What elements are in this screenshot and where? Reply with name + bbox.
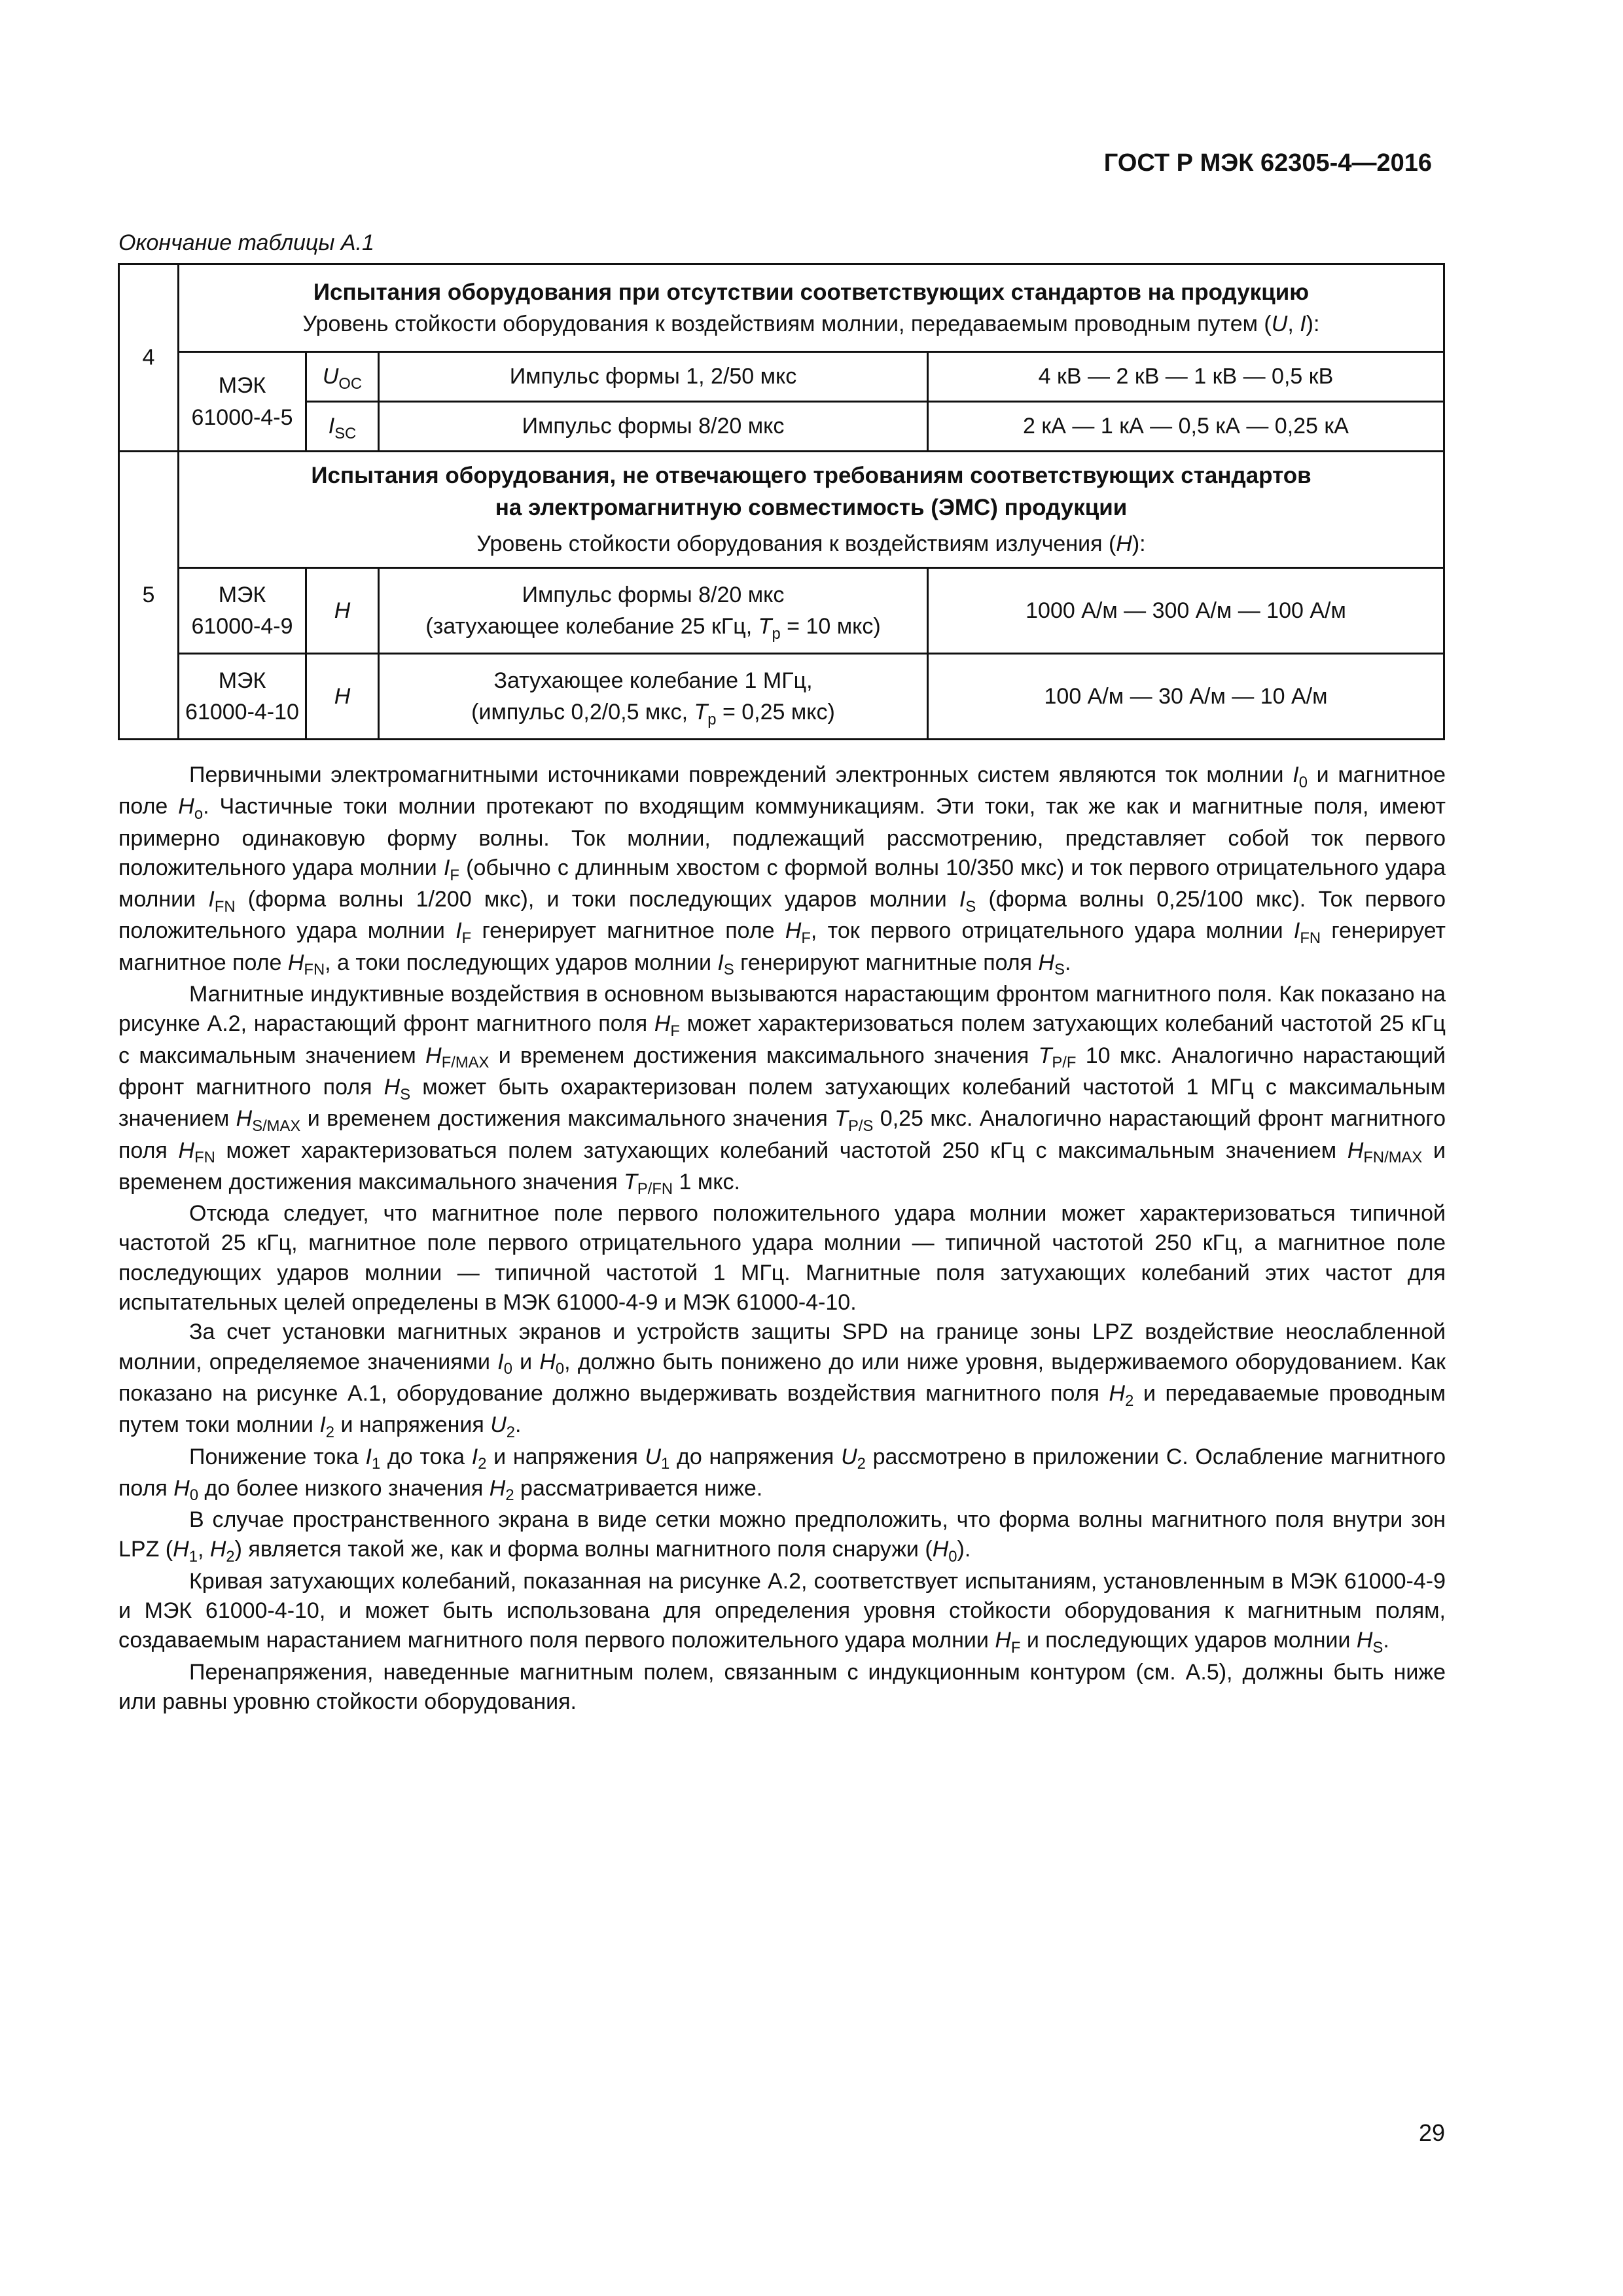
body-paragraph: Кривая затухающих колебаний, показанная на рисунке А.2, соответствует испытаниям, установленным в МЭК 61000-4-9 и МЭК 61000-4-10, и может быть использована для определения уровня стойкости оборудования к магнитным полям, создаваемым нарастанием магнитного поля первого положительного удара молнии $H_F$ и последующих ударов молнии $H_S$. xyxy=(118,1568,1446,1657)
standard-cell: МЭК 61000-4-5 xyxy=(179,352,306,452)
section-subtitle: Уровень стойкости оборудования к воздействиям излучения (H): xyxy=(476,531,1146,557)
body-paragraph: Магнитные индуктивные воздействия в основном вызываются нарастающим фронтом магнитного поля. Как показано на рисунке А.2, нарастающий фронт магнитного поля $H_F$ может характеризоваться полем затухающих колебаний частотой 25 кГц с максимальным значением $H_{F/MAX}$ и временем достижения максимального значения $T_{P/F}$ 10 мкс. Аналогично нарастающий фронт магнитного поля $H_S$ может быть охарактеризован полем затухающих колебаний частотой 1 МГц с максимальным значением $H_{S/MAX}$ и временем достижения максимального значения $T_{P/S}$ 0,25 мкс. Аналогично нарастающий фронт магнитного поля $H_{FN}$ может характеризоваться полем затухающих колебаний частотой 250 кГц с максимальным значением $H_{FN/MAX}$ и временем достижения максимального значения $T_{P/FN}$ 1 мкс. xyxy=(118,982,1446,1198)
table-caption: Окончание таблицы А.1 xyxy=(118,230,374,255)
description-cell: Импульс формы 1, 2/50 мкс xyxy=(379,352,928,402)
symbol-cell: H xyxy=(306,654,379,740)
body-paragraph: Перенапряжения, наведенные магнитным полем, связанным с индукционным контуром (см. А.5), должны быть ниже или равны уровню стойкости оборудования. xyxy=(118,1659,1446,1714)
body-paragraph: Первичными электромагнитными источниками повреждений электронных систем являются ток молнии $I_0$ и магнитное поле $H_o$. Частичные токи молнии протекают по входящим коммуникациям. Эти токи, так же как и магнитные поля, имеют примерно одинаковую форму волны. Ток молнии, подлежащий рассмотрению, представляет собой ток первого положительного удара молнии $I_F$ (обычно с длинным хвостом с формой волны 10/350 мкс) и ток первого отрицательного удара молнии $I_{FN}$ (форма волны 1/200 мкс), и токи последующих ударов молнии $I_S$ (форма волны 0,25/100 мкс). Ток первого положительного удара молнии $I_F$ генерирует магнитное поле $H_F$, ток первого отрицательного удара молнии $I_{FN}$ генерирует магнитное поле $H_{FN}$, а токи последующих ударов молнии $I_S$ генерируют магнитные поля $H_S$. xyxy=(118,762,1446,979)
section-subtitle: Уровень стойкости оборудования к воздействиям молнии, передаваемым проводным путем (U, I): xyxy=(302,312,1320,337)
description-cell: Импульс формы 8/20 мкс xyxy=(379,402,928,452)
levels-cell: 100 А/м — 30 А/м — 10 А/м xyxy=(928,654,1444,740)
symbol-cell: H xyxy=(306,568,379,654)
standard-cell: МЭК 61000-4-10 xyxy=(179,654,306,740)
section-number: 5 xyxy=(119,452,179,740)
page-number: 29 xyxy=(1418,2119,1445,2146)
levels-cell: 2 кА — 1 кА — 0,5 кА — 0,25 кА xyxy=(928,402,1444,452)
spec-table xyxy=(118,263,1445,740)
section-header xyxy=(179,452,1444,568)
section-title: Испытания оборудования при отсутствии соответствующих стандартов на продукцию xyxy=(313,279,1310,305)
body-text xyxy=(118,761,1446,1717)
section-header xyxy=(179,264,1444,352)
levels-cell: 1000 А/м — 300 А/м — 100 А/м xyxy=(928,568,1444,654)
body-paragraph: Понижение тока $I_1$ до тока $I_2$ и напряжения $U_1$ до напряжения $U_2$ рассмотрено в приложении С. Ослабление магнитного поля $H_0$ до более низкого значения $H_2$ рассматривается ниже. xyxy=(118,1444,1446,1505)
body-paragraph: Отсюда следует, что магнитное поле первого положительного удара молнии может характеризоваться типичной частотой 25 кГц, магнитное поле первого отрицательного удара молнии — типичной частотой 250 кГц, а магнитное поле последующих ударов молнии — типичной частотой 1 МГц. Магнитные поля затухающих колебаний этих частот для испытательных целей определены в МЭК 61000-4-9 и МЭК 61000-4-10. xyxy=(118,1201,1446,1316)
section-title: Испытания оборудования, не отвечающего требованиям соответствующих стандартов на электромагнитную совместимость (ЭМС) продукции xyxy=(311,462,1311,521)
symbol-cell: $I_{SC}$ xyxy=(306,402,379,452)
body-paragraph: В случае пространственного экрана в виде сетки можно предположить, что форма волны магнитного поля внутри зон LPZ ($H_1$, $H_2$) является такой же, как и форма волны магнитного поля снаружи $(H_0)$. xyxy=(118,1507,1446,1566)
description-cell: Импульс формы 8/20 мкс (затухающее колебание 25 кГц, $T_p = 10$ мкс) xyxy=(379,568,928,654)
standard-cell: МЭК 61000-4-9 xyxy=(179,568,306,654)
document-header: ГОСТ Р МЭК 62305-4—2016 xyxy=(1103,149,1432,177)
body-paragraph: За счет установки магнитных экранов и устройств защиты SPD на границе зоны LPZ воздействие неослабленной молнии, определяемое значениями $I_0$ и $H_0$, должно быть понижено до или ниже уровня, выдерживаемого оборудованием. Как показано на рисунке А.1, оборудование должно выдерживать воздействия магнитного поля $H_2$ и передаваемые проводным путем токи молнии $I_2$ и напряжения $U_2$. xyxy=(118,1319,1446,1441)
levels-cell: 4 кВ — 2 кВ — 1 кВ — 0,5 кВ xyxy=(928,352,1444,402)
symbol-cell: $U_{OC}$ xyxy=(306,352,379,402)
section-number: 4 xyxy=(119,264,179,452)
description-cell: Затухающее колебание 1 МГц, (импульс 0,2/0,5 мкс, $T_p = 0,25$ мкс) xyxy=(379,654,928,740)
